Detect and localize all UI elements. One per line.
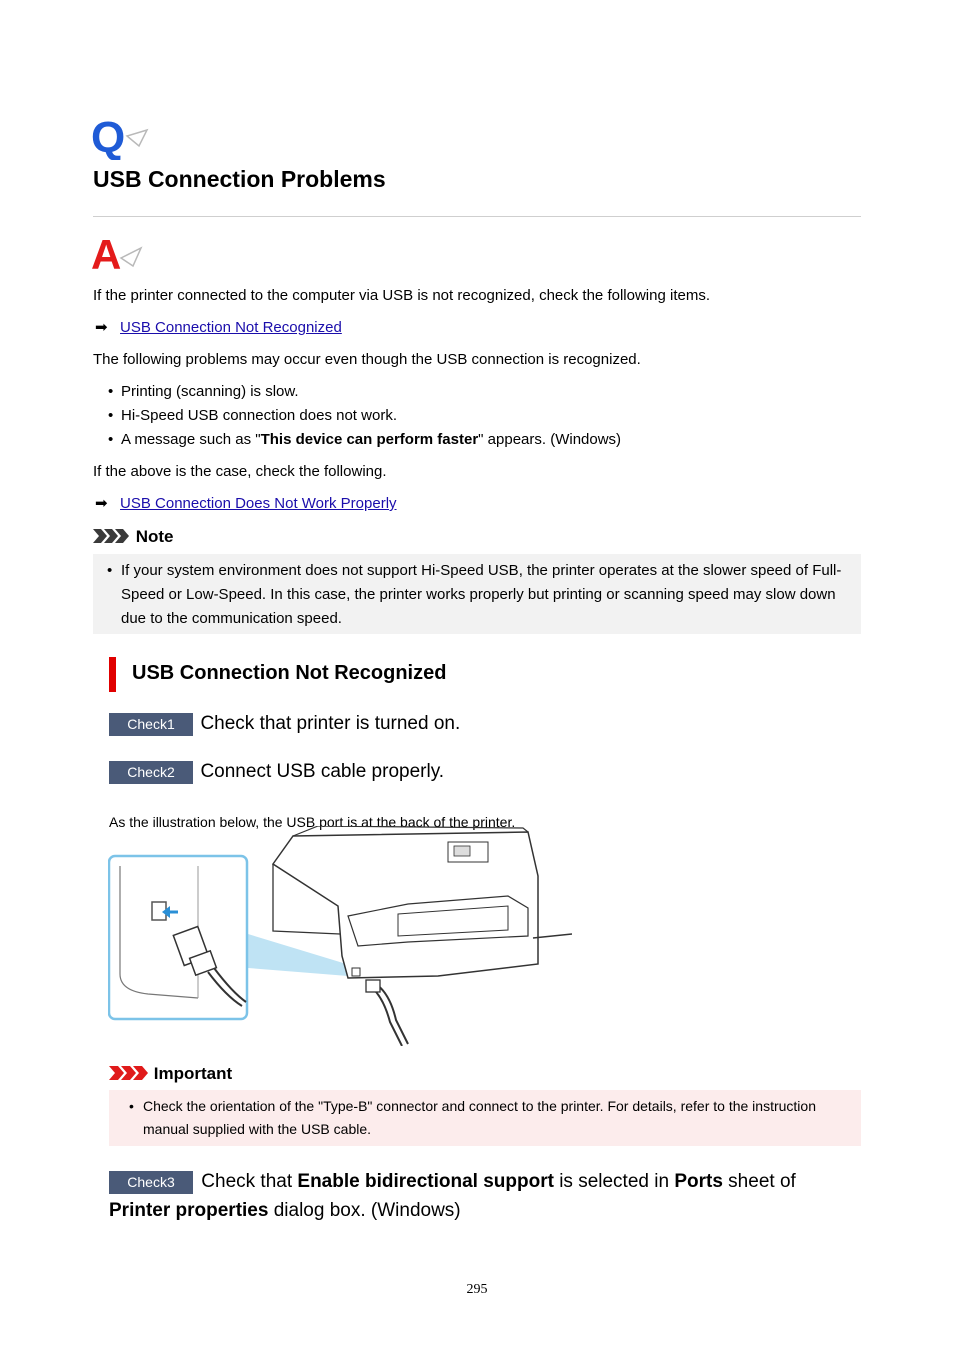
check3-badge: Check3 (109, 1171, 193, 1194)
arrow-right-icon: ➡ (95, 495, 108, 512)
check1-badge: Check1 (109, 713, 193, 736)
note-label: Note (135, 527, 174, 546)
section-bar (109, 657, 116, 692)
svg-text:A: A (91, 234, 122, 272)
check1-row (109, 713, 460, 736)
divider (93, 216, 861, 217)
section-title: USB Connection Not Recognized (132, 662, 447, 684)
link-row-2 (95, 495, 397, 513)
note-text: • If your system environment does not support Hi-Speed USB, the printer operates at the slower speed of Full-Speed or Low-Speed. In this case, the printer works properly but printing or scanning speed may slow down due to the communication speed. (107, 559, 857, 631)
check2-description: As the illustration below, the USB port is at the back of the printer. (109, 814, 516, 830)
page-title: USB Connection Problems (93, 166, 386, 192)
page-number: 295 (466, 1282, 488, 1297)
link-row-1 (95, 319, 342, 337)
printer-usb-illustration (108, 826, 572, 1046)
check2-badge: Check2 (109, 761, 193, 784)
note-chevrons-icon (93, 529, 131, 543)
important-chevrons-icon (109, 1066, 149, 1080)
arrow-right-icon: ➡ (95, 319, 108, 336)
check3-row: Check3 Check that Enable bidirectional support is selected in Ports sheet of Printer properties dialog box. (Windows) (109, 1171, 796, 1221)
a-letter-icon (91, 234, 143, 272)
list-item: • Hi-Speed USB connection does not work. (108, 407, 397, 424)
link-usb-not-recognized[interactable]: USB Connection Not Recognized (120, 319, 342, 336)
check2-text: Connect USB cable properly. (200, 761, 445, 782)
check1-text: Check that printer is turned on. (200, 713, 461, 734)
para-recognized: The following problems may occur even though the USB connection is recognized. (93, 351, 641, 368)
note-header (93, 527, 174, 547)
list-item: • A message such as "This device can perform faster" appears. (Windows) (108, 431, 622, 448)
list-item: • Printing (scanning) is slow. (108, 383, 299, 400)
important-text: • Check the orientation of the "Type-B" connector and connect to the printer. For details, refer to the instruction manual supplied with the USB cable. (127, 1095, 847, 1141)
link-usb-not-work[interactable]: USB Connection Does Not Work Properly (120, 495, 397, 512)
intro-text: If the printer connected to the computer via USB is not recognized, check the following items. (93, 287, 710, 304)
para-check-following: If the above is the case, check the following. (93, 463, 387, 480)
check2-row (109, 761, 444, 784)
important-label: Important (153, 1064, 233, 1083)
q-letter-icon (91, 116, 149, 160)
svg-text:Q: Q (91, 116, 126, 160)
important-header (109, 1064, 232, 1084)
